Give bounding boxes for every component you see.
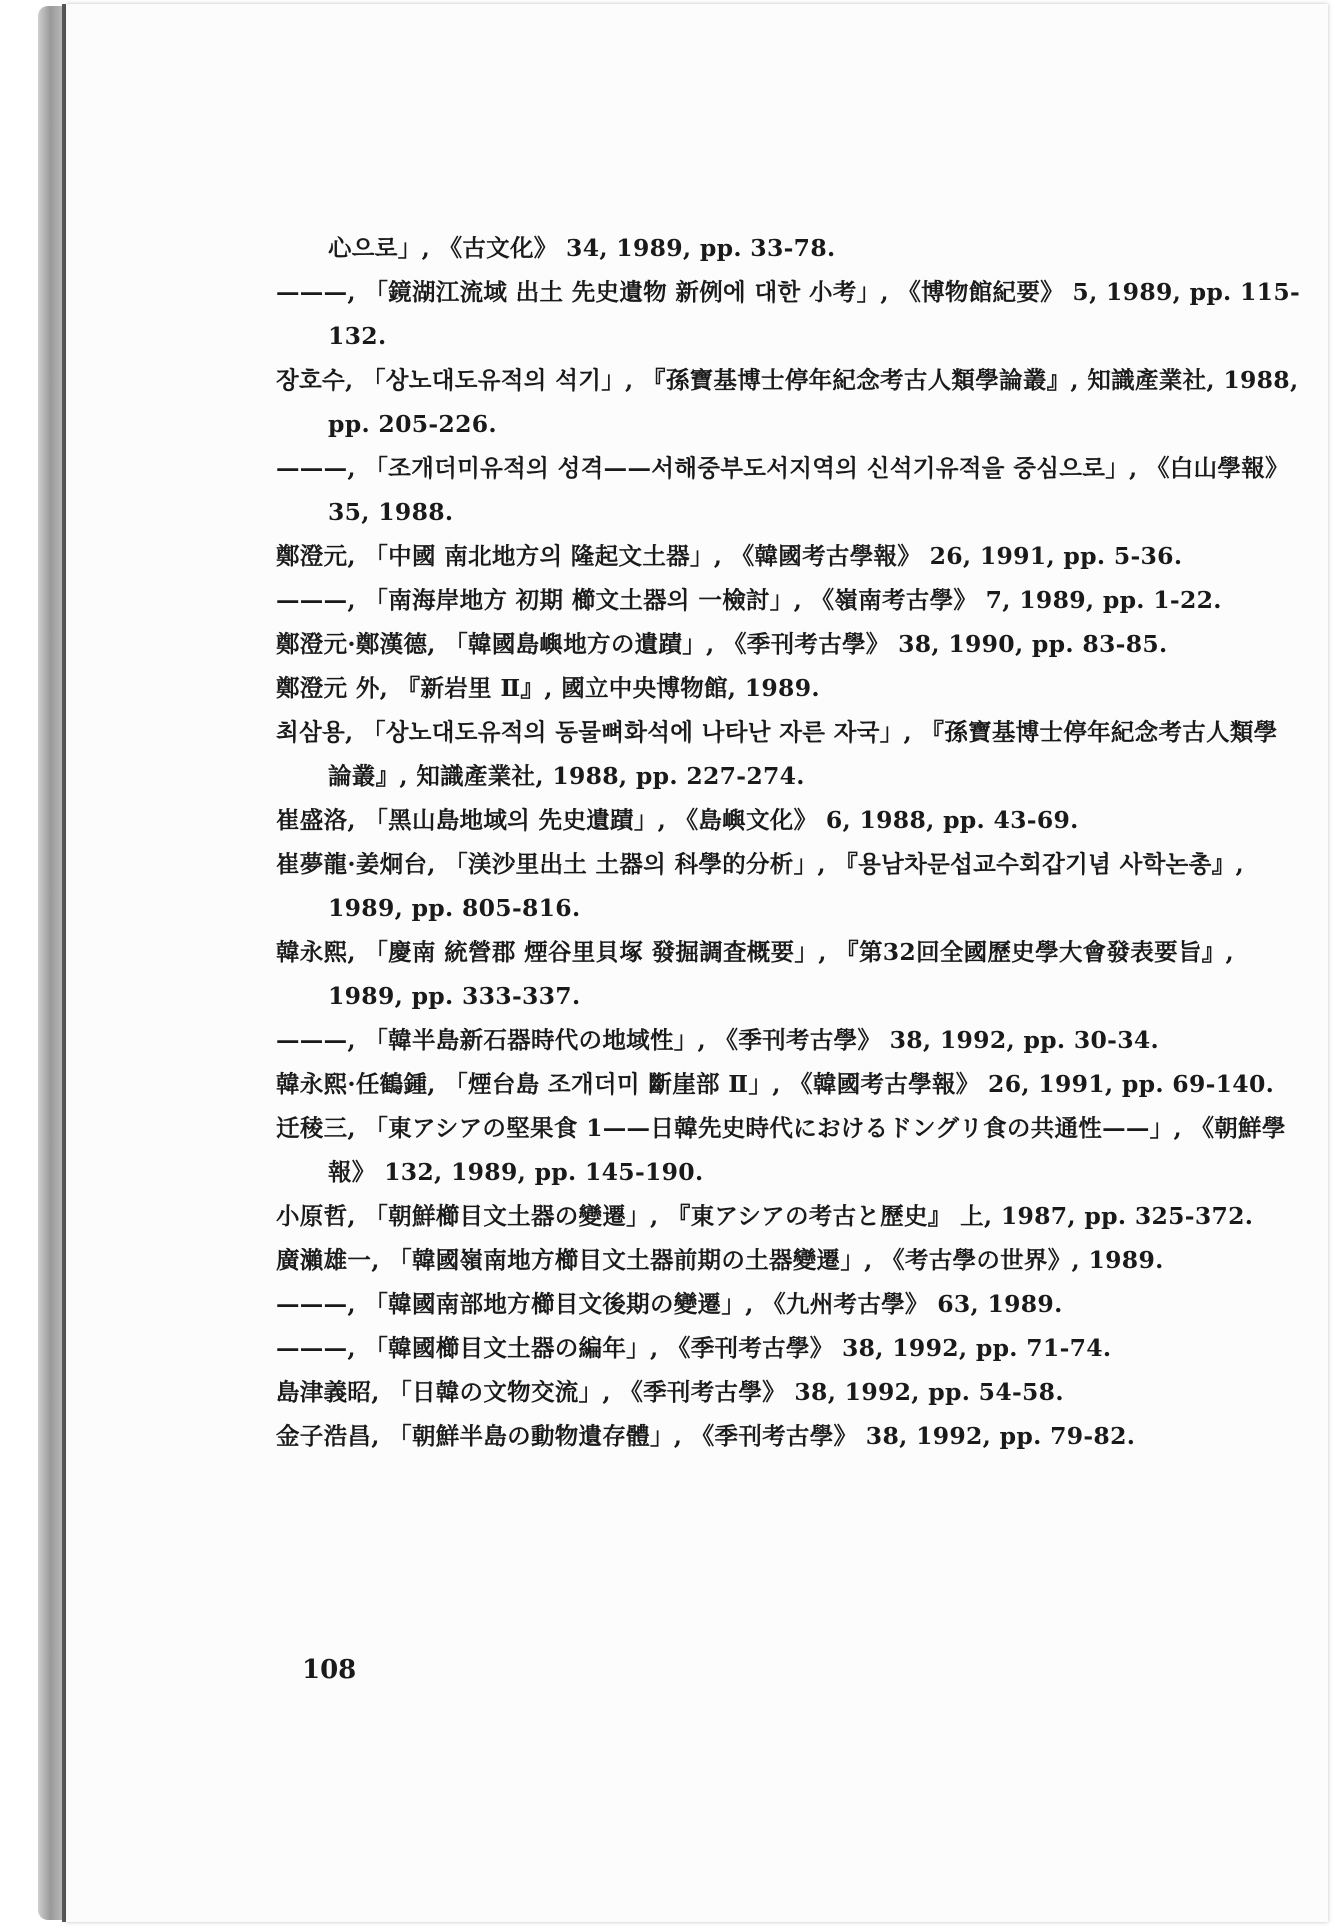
bibliography-entry: 韓永熙, 「慶南 統營郡 煙谷里貝塚 發掘調査概要」, 『第32回全國歷史學大會發表要旨』, 1989, pp. 333-337.: [276, 938, 1234, 1010]
bibliography-entry: 廣瀨雄一, 「韓國嶺南地方櫛目文土器前期の土器變遷」, 《考古學の世界》, 1989.: [276, 1246, 1164, 1274]
bibliography-entry: 최삼용, 「상노대도유적의 동물뼈화석에 나타난 자른 자국」, 『孫寶基博士停年紀念考古人類學論叢』, 知識產業社, 1988, pp. 227-274.: [276, 718, 1278, 790]
bibliography-entry: ———, 「鏡湖江流域 出土 先史遺物 新例에 대한 小考」, 《博物館紀要》 5, 1989, pp. 115-132.: [276, 278, 1301, 350]
bibliography-entry: 鄭澄元 外, 『新岩里 Ⅱ』, 國立中央博物館, 1989.: [276, 674, 820, 702]
bibliography-entry: 鄭澄元·鄭漢德, 「韓國島嶼地方の遺蹟」, 《季刊考古學》 38, 1990, pp. 83-85.: [276, 630, 1168, 658]
bibliography-entry: ———, 「韓半島新石器時代の地域性」, 《季刊考古學》 38, 1992, pp. 30-34.: [276, 1026, 1160, 1054]
bibliography-entry: ———, 「韓國南部地方櫛目文後期の變遷」, 《九州考古學》 63, 1989.: [276, 1290, 1063, 1318]
bibliography-entry: 金子浩昌, 「朝鮮半島の動物遺存體」, 《季刊考古學》 38, 1992, pp. 79-82.: [276, 1422, 1136, 1450]
bibliography-entry: 小原哲, 「朝鮮櫛目文土器の變遷」, 『東アシアの考古と歷史』 上, 1987, pp. 325-372.: [276, 1202, 1254, 1230]
bibliography-entry: 崔夢龍·姜炯台, 「渼沙里出土 土器의 科學的分析」, 『용남차문섭교수회갑기념 사학논총』, 1989, pp. 805-816.: [276, 850, 1244, 922]
bibliography-entry: 心으로」, 《古文化》 34, 1989, pp. 33-78.: [328, 234, 836, 262]
bibliography-entry: 장호수, 「상노대도유적의 석기」, 『孫寶基博士停年紀念考古人類學論叢』, 知識產業社, 1988, pp. 205-226.: [276, 366, 1299, 438]
bibliography-entry: 崔盛洛, 「黑山島地域의 先史遺蹟」, 《島嶼文化》 6, 1988, pp. 43-69.: [276, 806, 1079, 834]
bibliography-entry: 島津義昭, 「日韓の文物交流」, 《季刊考古學》 38, 1992, pp. 54-58.: [276, 1378, 1064, 1406]
bibliography-entry: 迁稜三, 「東アシアの堅果食 1——日韓先史時代におけるドングリ食の共通性——」, 《朝鮮學報》 132, 1989, pp. 145-190.: [276, 1114, 1286, 1186]
bibliography-list: [276, 226, 1301, 1458]
bibliography-entry: ———, 「南海岸地方 初期 櫛文土器의 一檢討」, 《嶺南考古學》 7, 1989, pp. 1-22.: [276, 586, 1222, 614]
page-number: 108: [302, 1655, 357, 1685]
bibliography-entry: ———, 「韓國櫛目文土器の編年」, 《季刊考古學》 38, 1992, pp. 71-74.: [276, 1334, 1112, 1362]
bibliography-entry: 韓永熙·任鶴鍾, 「煙台島 조개더미 斷崖部 Ⅱ」, 《韓國考古學報》 26, 1991, pp. 69-140.: [276, 1070, 1275, 1098]
bibliography-entry: ———, 「조개더미유적의 성격——서해중부도서지역의 신석기유적을 중심으로」, 《白山學報》 35, 1988.: [276, 454, 1289, 526]
page-sheet: [66, 4, 1328, 1922]
bibliography-entry: 鄭澄元, 「中國 南北地方의 隆起文土器」, 《韓國考古學報》 26, 1991, pp. 5-36.: [276, 542, 1183, 570]
